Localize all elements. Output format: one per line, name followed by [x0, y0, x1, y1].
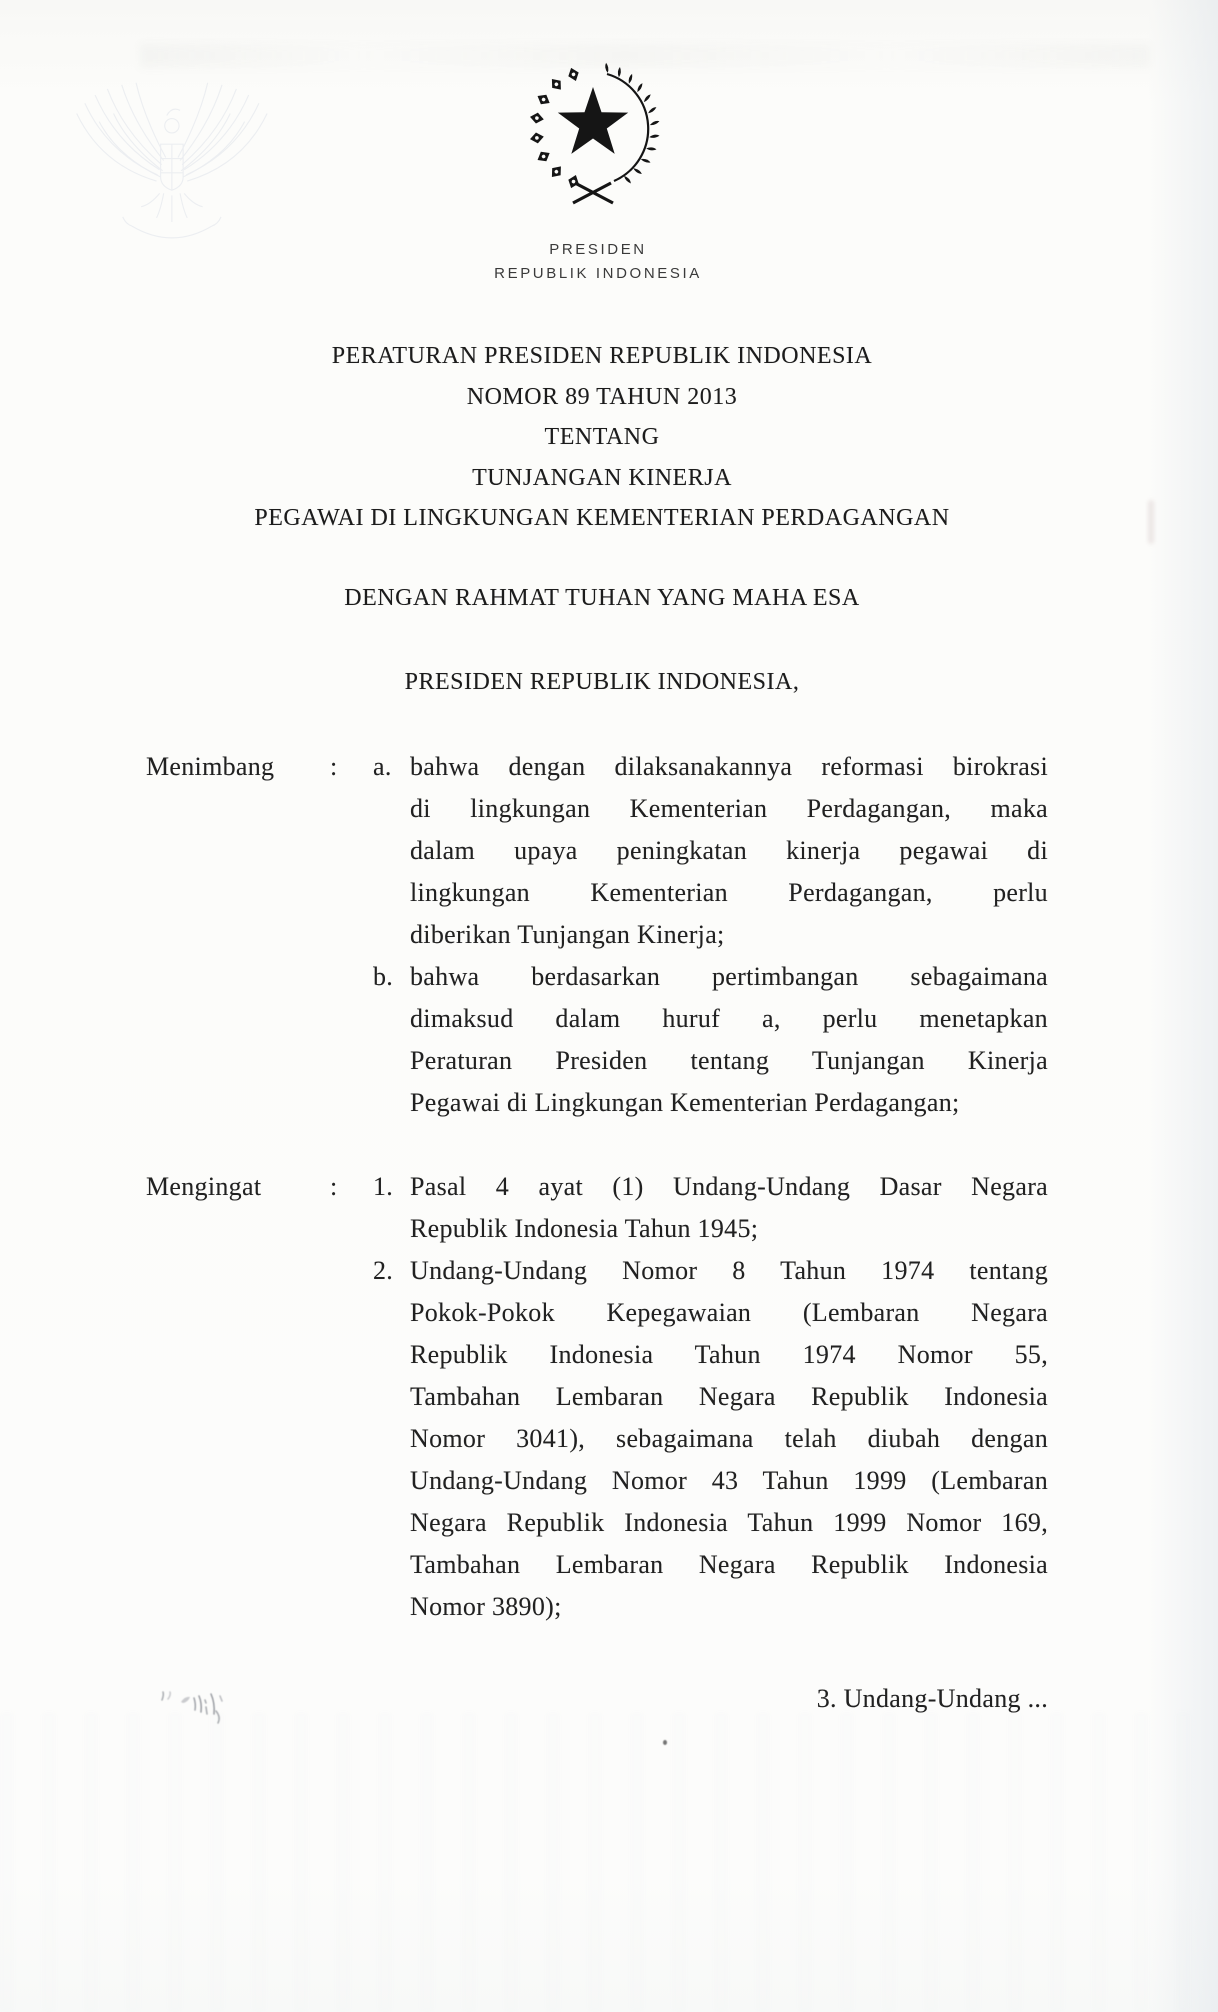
item-text	[410, 956, 1048, 1124]
text-line: Republik Indonesia Tahun 1945;	[410, 1214, 759, 1243]
title-line: NOMOR 89 TAHUN 2013	[466, 383, 738, 410]
section-label: Menimbang	[146, 752, 275, 781]
text-line: Tambahan Lembaran Negara Republik Indonesia	[410, 1550, 1048, 1579]
item-text	[410, 746, 1048, 956]
item-marker: 1.	[373, 1172, 394, 1201]
item-marker: b.	[373, 962, 394, 991]
section-colon: :	[330, 1172, 338, 1201]
presidential-star-wreath-emblem-icon	[513, 56, 673, 219]
item-text	[410, 1250, 1048, 1628]
text-line: Pokok-Pokok Kepegawaian (Lembaran Negara	[410, 1298, 1048, 1327]
garuda-pancasila-watermark-icon	[52, 50, 302, 270]
item-marker: 2.	[373, 1256, 394, 1285]
regulation-title-block	[0, 336, 1204, 539]
letterhead-line-republik-indonesia: REPUBLIK INDONESIA	[494, 265, 702, 282]
letterhead	[0, 238, 1196, 286]
item-text	[410, 1166, 1048, 1250]
text-line: Pasal 4 ayat (1) Undang-Undang Dasar Negara	[410, 1172, 1048, 1201]
section-items	[366, 746, 1048, 1124]
invocation-line: DENGAN RAHMAT TUHAN YANG MAHA ESA	[344, 585, 860, 611]
text-line: di lingkungan Kementerian Perdagangan, maka	[410, 794, 1048, 823]
text-line: Tambahan Lembaran Negara Republik Indonesia	[410, 1382, 1048, 1411]
text-line: lingkungan Kementerian Perdagangan, perlu	[410, 878, 1048, 907]
catchword: 3. Undang-Undang ...	[816, 1684, 1048, 1713]
section-label: Mengingat	[146, 1172, 262, 1201]
scan-artifact-bottom-streaks	[0, 1712, 1218, 2012]
text-line: Peraturan Presiden tentang Tunjangan Kinerja	[410, 1046, 1048, 1075]
section-colon: :	[330, 752, 338, 781]
list-item	[366, 1250, 1048, 1628]
text-line: diberikan Tunjangan Kinerja;	[410, 920, 725, 949]
text-line: bahwa berdasarkan pertimbangan sebagaimana	[410, 962, 1048, 991]
text-line: Undang-Undang Nomor 8 Tahun 1974 tentang	[410, 1256, 1048, 1285]
title-line: TUNJANGAN KINERJA	[472, 464, 732, 491]
text-line: dimaksud dalam huruf a, perlu menetapkan	[410, 1004, 1048, 1033]
title-line: TENTANG	[544, 424, 660, 450]
scan-artifact-right-shade	[1148, 0, 1218, 2012]
section-mengingat	[146, 1166, 1048, 1628]
list-item	[366, 956, 1048, 1124]
text-line: Pegawai di Lingkungan Kementerian Perdagangan;	[410, 1088, 960, 1117]
text-line: Undang-Undang Nomor 43 Tahun 1999 (Lembaran	[410, 1466, 1048, 1495]
section-menimbang	[146, 746, 1048, 1124]
text-line: bahwa dengan dilaksanakannya reformasi birokrasi	[410, 752, 1048, 781]
ink-speck	[663, 1740, 667, 1745]
title-line: PEGAWAI DI LINGKUNGAN KEMENTERIAN PERDAGANGAN	[254, 505, 950, 531]
item-marker: a.	[373, 752, 392, 781]
title-line: PERATURAN PRESIDEN REPUBLIK INDONESIA	[331, 343, 873, 369]
list-item	[366, 1166, 1048, 1250]
text-line: dalam upaya peningkatan kinerja pegawai di	[410, 836, 1048, 865]
document-body	[146, 746, 1048, 1628]
text-line: Republik Indonesia Tahun 1974 Nomor 55,	[410, 1340, 1048, 1369]
letterhead-line-presiden: PRESIDEN	[549, 241, 647, 258]
list-item	[366, 746, 1048, 956]
text-line: Nomor 3041), sebagaimana telah diubah dengan	[410, 1424, 1048, 1453]
text-line: Negara Republik Indonesia Tahun 1999 Nomor 169,	[410, 1508, 1048, 1537]
ink-smudge	[156, 1684, 240, 1735]
authority-line: PRESIDEN REPUBLIK INDONESIA,	[404, 669, 800, 695]
text-line: Nomor 3890);	[410, 1592, 562, 1621]
section-items	[366, 1166, 1048, 1628]
